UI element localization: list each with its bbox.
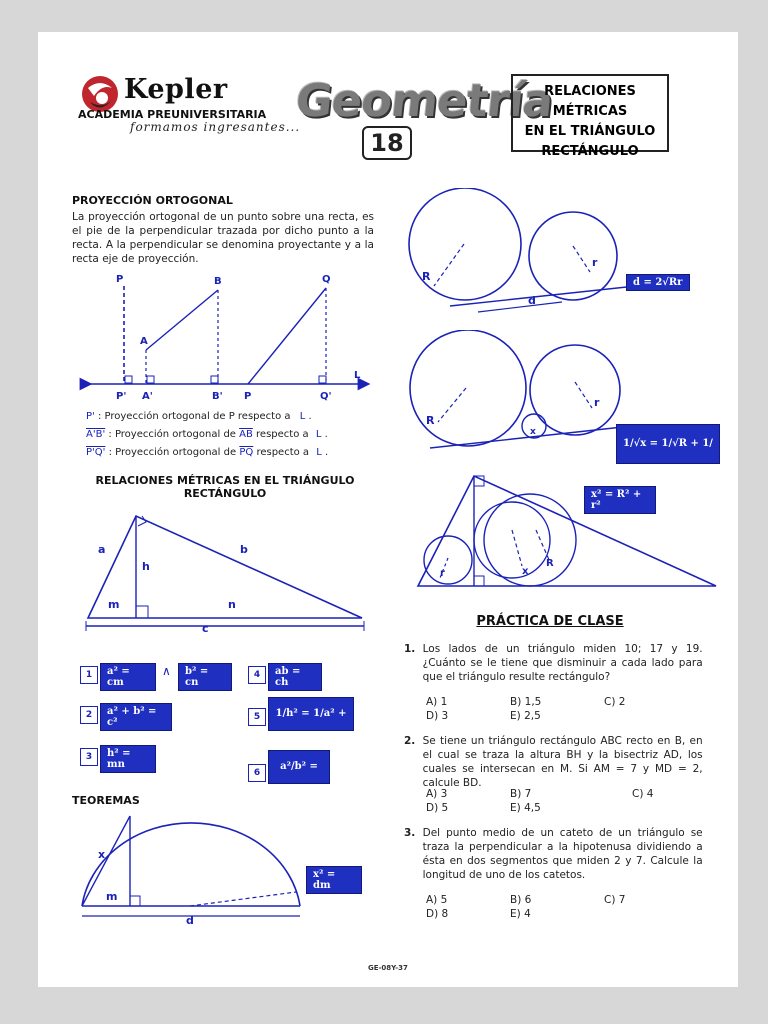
def-2-seg: $\overline{AB}$ bbox=[239, 429, 253, 440]
q3-option-e: E) 4 bbox=[510, 908, 531, 920]
radius-r bbox=[575, 382, 592, 408]
circle-r bbox=[529, 212, 617, 300]
question-3-number: 3. bbox=[404, 827, 416, 839]
formula-6: a²/b² = m/n bbox=[268, 750, 330, 784]
projection-title: PROYECCIÓN ORTOGONAL bbox=[72, 194, 233, 207]
label-d: d bbox=[186, 914, 194, 926]
formula-4: ab = ch bbox=[268, 663, 322, 691]
label-B: B bbox=[214, 276, 222, 287]
radius-R bbox=[438, 388, 466, 422]
label-r: r bbox=[594, 396, 600, 409]
q1-option-a: A) 1 bbox=[426, 696, 448, 708]
segment-AB bbox=[146, 290, 218, 350]
relations-title-line-2: RECTÁNGULO bbox=[183, 487, 267, 500]
def-row-2 bbox=[86, 426, 376, 444]
label-c: c bbox=[202, 622, 209, 635]
def-row-3 bbox=[86, 444, 376, 462]
label-P2: P bbox=[244, 391, 252, 402]
def-3-seg: $\overline{PQ}$ bbox=[239, 447, 254, 458]
semicircle-diagram bbox=[78, 806, 306, 926]
projection-definitions bbox=[86, 408, 376, 462]
formula-number-1: 1 bbox=[80, 666, 98, 684]
right-angle-A bbox=[147, 376, 154, 383]
label-x: x bbox=[522, 566, 529, 577]
right-angle bbox=[130, 896, 140, 906]
triangle bbox=[418, 476, 716, 586]
formula-1: a² = cm bbox=[100, 663, 156, 691]
topic-line-1: RELACIONES MÉTRICAS bbox=[544, 84, 636, 119]
diagram-mark bbox=[512, 530, 522, 566]
label-Q: Q bbox=[322, 274, 331, 285]
circle-r bbox=[530, 345, 620, 435]
inscribed-circles-figure bbox=[410, 470, 730, 594]
and-symbol: ∧ bbox=[162, 664, 171, 678]
label-R: R bbox=[546, 558, 554, 569]
circle-R bbox=[409, 188, 521, 300]
question-2-text: Se tiene un triángulo rectángulo ABC recto en B, en el cual se traza la altura BH y la bisectriz AD, los cuales se intersecan en M. Si AM = 7 y MD = 2, calcule BD. bbox=[422, 735, 703, 789]
projection-diagram bbox=[72, 268, 372, 404]
label-r: r bbox=[592, 256, 598, 269]
label-r: r bbox=[440, 568, 445, 579]
label-R: R bbox=[426, 414, 435, 427]
tangent-circles-figure-1 bbox=[400, 188, 640, 320]
label-A: A bbox=[140, 336, 148, 347]
label-m: m bbox=[106, 890, 118, 903]
def-3-mid: respecto a bbox=[256, 447, 310, 458]
q1-option-c: C) 2 bbox=[604, 696, 626, 708]
label-R: R bbox=[422, 270, 431, 283]
incircle-R bbox=[484, 494, 576, 586]
q2-option-a: A) 3 bbox=[426, 788, 448, 800]
formula-number-3: 3 bbox=[80, 748, 98, 766]
label-h: h bbox=[142, 560, 150, 573]
def-2-rhs: L bbox=[315, 429, 322, 440]
q2-option-e: E) 4,5 bbox=[510, 802, 541, 814]
question-1-number: 1. bbox=[404, 643, 416, 655]
def-2-mid: respecto a bbox=[256, 429, 309, 440]
segment-PQ bbox=[248, 288, 326, 384]
label-x: x bbox=[98, 848, 106, 861]
formula-2: a² + b² = c² bbox=[100, 703, 172, 731]
right-angle-B bbox=[211, 376, 218, 383]
radius-R bbox=[434, 244, 464, 286]
brand-name: Kepler bbox=[124, 74, 228, 105]
label-b: b bbox=[240, 543, 248, 556]
label-d: d bbox=[528, 294, 536, 307]
formula-sqrt: 1/√x = 1/√R + 1/√r bbox=[616, 424, 720, 464]
q1-option-d: D) 3 bbox=[426, 710, 449, 722]
q2-option-b: B) 7 bbox=[510, 788, 532, 800]
relations-title-line-1: RELACIONES MÉTRICAS EN EL TRIÁNGULO bbox=[95, 474, 355, 487]
right-angle-P bbox=[125, 376, 132, 383]
q3-option-d: D) 8 bbox=[426, 908, 449, 920]
academy-name: ACADEMIA PREUNIVERSITARIA bbox=[78, 108, 267, 121]
diagram-mark bbox=[96, 92, 108, 104]
def-2-lhs: A'B' bbox=[86, 429, 106, 440]
label-A-prime: A' bbox=[142, 391, 153, 402]
page-footer-code: GE-08Y-37 bbox=[368, 964, 408, 972]
right-angle-foot bbox=[136, 606, 148, 618]
right-angle-Q bbox=[319, 376, 326, 383]
topic-banner bbox=[511, 74, 669, 159]
def-3-lhs: P'Q' bbox=[86, 447, 106, 458]
q1-option-e: E) 2,5 bbox=[510, 710, 541, 722]
theorem-formula: x² = dm bbox=[306, 866, 362, 894]
formula-number-5: 5 bbox=[248, 708, 266, 726]
measure-d bbox=[478, 302, 562, 312]
def-1-rhs: L bbox=[299, 411, 306, 422]
question-3 bbox=[404, 826, 704, 882]
question-2-number: 2. bbox=[404, 735, 416, 747]
q2-option-d: D) 5 bbox=[426, 802, 449, 814]
formula-d: d = 2√Rr bbox=[626, 274, 690, 291]
label-P-prime: P' bbox=[116, 391, 127, 402]
formula-1b: b² = cn bbox=[178, 663, 232, 691]
topic-line-2: EN EL TRIÁNGULO bbox=[524, 124, 656, 139]
def-3-end: . bbox=[325, 447, 329, 458]
question-2 bbox=[404, 734, 704, 790]
def-1-text: : Proyección ortogonal de P respecto a bbox=[97, 411, 291, 422]
right-triangle-diagram bbox=[80, 510, 370, 640]
formula-pythagoras: x² = R² + r² bbox=[584, 486, 656, 514]
circle-R bbox=[410, 330, 526, 446]
incircle-x bbox=[474, 502, 550, 578]
def-1-lhs: P' bbox=[86, 411, 95, 422]
slogan: formamos ingresantes... bbox=[130, 120, 301, 134]
question-3-text: Del punto medio de un cateto de un triángulo se traza la perpendicular a la hipotenusa dividiendo a ésta en dos segmentos que miden 2 y 7. Calcule la longitud de uno de los catetos. bbox=[422, 827, 703, 881]
label-x: x bbox=[530, 427, 536, 437]
radius-r bbox=[573, 246, 590, 272]
q1-option-b: B) 1,5 bbox=[510, 696, 542, 708]
def-row-1 bbox=[86, 408, 376, 426]
question-1-text: Los lados de un triángulo miden 10; 17 y 19. ¿Cuánto se le tiene que disminuir a cada lado para que el triángulo resulte rectángulo? bbox=[422, 643, 703, 683]
right-angle-foot bbox=[474, 576, 484, 586]
label-B-prime: B' bbox=[212, 391, 223, 402]
formula-number-2: 2 bbox=[80, 706, 98, 724]
q3-option-c: C) 7 bbox=[604, 894, 626, 906]
label-m: m bbox=[108, 598, 120, 611]
label-a: a bbox=[98, 543, 106, 556]
def-1-end: . bbox=[308, 411, 312, 422]
formula-5: 1/h² = 1/a² + 1/b² bbox=[268, 697, 354, 731]
formula-number-6: 6 bbox=[248, 764, 266, 782]
formula-3: h² = mn bbox=[100, 745, 156, 773]
label-L: L bbox=[354, 370, 361, 381]
formula-number-4: 4 bbox=[248, 666, 266, 684]
q3-option-a: A) 5 bbox=[426, 894, 448, 906]
label-P: P bbox=[116, 274, 124, 285]
subject-title: Geometría bbox=[293, 74, 556, 127]
q3-option-b: B) 6 bbox=[510, 894, 532, 906]
def-3-rhs: L bbox=[316, 447, 322, 458]
def-2-end: . bbox=[324, 429, 328, 440]
theorems-title: TEOREMAS bbox=[72, 794, 140, 807]
topic-line-3: RECTÁNGULO bbox=[541, 144, 639, 159]
projection-text: La proyección ortogonal de un punto sobre una recta, es el pie de la perpendicular trazada por dicho punto a la recta. A la perpendicular se denomina proyectante y a la recta eje de proyección. bbox=[72, 211, 374, 265]
question-1 bbox=[404, 642, 704, 684]
label-Q-prime: Q' bbox=[320, 391, 332, 402]
triangle bbox=[88, 516, 362, 618]
radius-dashed bbox=[190, 892, 296, 906]
q2-option-c: C) 4 bbox=[632, 788, 654, 800]
practice-title: PRÁCTICA DE CLASE bbox=[476, 614, 624, 629]
relations-title bbox=[72, 474, 378, 500]
def-3-text: : Proyección ortogonal de bbox=[108, 447, 237, 458]
def-2-text: : Proyección ortogonal de bbox=[108, 429, 236, 440]
chapter-number: 18 bbox=[362, 126, 412, 160]
label-n: n bbox=[228, 598, 236, 611]
tangent-circles-figure-2 bbox=[400, 330, 640, 450]
